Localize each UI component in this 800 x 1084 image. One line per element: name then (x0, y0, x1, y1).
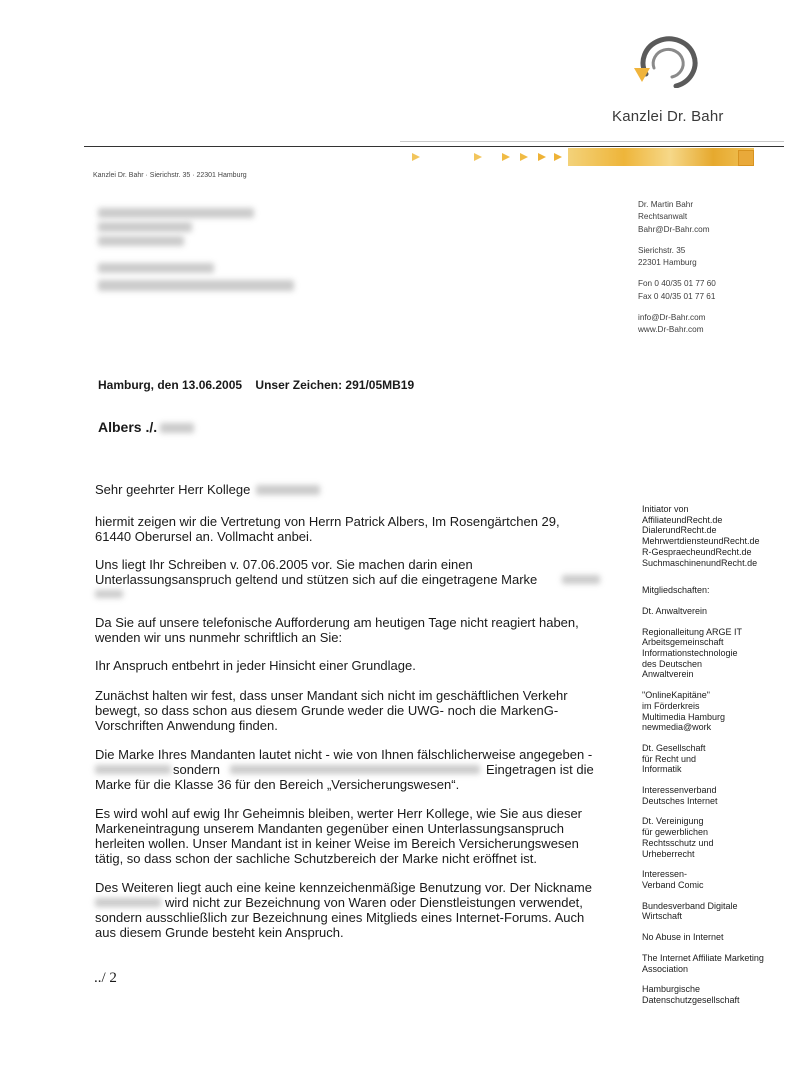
sidebar-organisations (642, 504, 782, 1016)
sidebar-org: The Internet Affiliate Marketing Association (642, 952, 764, 974)
contact-info-email: info@Dr-Bahr.com (638, 313, 706, 323)
paragraph-phone-line: wenden wir uns nunmehr schriftlich an Sie: (95, 630, 343, 645)
redacted-trademark (230, 765, 480, 774)
redacted-nickname (95, 898, 161, 907)
sidebar-org: Hamburgische Datenschutzgesellschaft (642, 984, 740, 1005)
contact-block (638, 199, 716, 337)
page-number: ../ 2 (94, 970, 117, 986)
sidebar-org: Bundesverband Digitale Wirtschaft (642, 900, 738, 922)
paragraph-trademark-word: sondern (173, 762, 220, 777)
paragraph-mandate-line: 61440 Oberursel an. Vollmacht anbei. (95, 529, 313, 544)
paragraph-phone-line: Da Sie auf unsere telefonische Aufforderung am heutigen Tage nicht reagiert haben, (95, 615, 579, 630)
arrow-decoration-icon (412, 148, 562, 166)
redacted-trademark (95, 590, 123, 598)
contact-title: Rechtsanwalt (638, 212, 688, 222)
banner-square-icon (738, 150, 754, 166)
paragraph-letter-line: Uns liegt Ihr Schreiben v. 07.06.2005 vor. Sie machen darin einen (95, 557, 473, 572)
paragraph-secret-line: Es wird wohl auf ewig Ihr Geheimnis bleiben, werter Herr Kollege, wie Sie aus dieser (95, 806, 582, 821)
firm-name: Kanzlei Dr. Bahr (612, 108, 724, 125)
sidebar-org: No Abuse in Internet (642, 932, 724, 943)
paragraph-commerce-line: Zunächst halten wir fest, dass unser Mandant sich nicht im geschäftlichen Verkehr (95, 688, 568, 703)
paragraph-secret-line: herleiten wollen. Unser Mandant ist in keiner Weise im Bereich Versicherungswesen (95, 836, 579, 851)
paragraph-claim: Ihr Anspruch entbehrt in jeder Hinsicht einer Grundlage. (95, 658, 416, 673)
paragraph-nickname-line: Des Weiteren liegt auch eine keine kennzeichenmäßige Benutzung vor. Der Nickname (95, 880, 592, 895)
contact-phone: Fon 0 40/35 01 77 60 (638, 279, 716, 289)
firm-logo-icon (632, 34, 698, 88)
redacted-address-line (98, 263, 214, 273)
redacted-name (256, 485, 320, 495)
date-reference-line: Hamburg, den 13.06.2005 Unser Zeichen: 291/05MB19 (98, 378, 415, 392)
header-banner (568, 148, 754, 166)
subject-line: Albers ./. (98, 419, 158, 435)
redacted-address-line (98, 280, 294, 291)
sidebar-org: "OnlineKapitäne" im Förderkreis Multimedia Hamburg newmedia@work (642, 690, 726, 733)
paragraph-trademark-word: Eingetragen ist die (486, 762, 594, 777)
salutation: Sehr geehrter Herr Kollege (95, 482, 251, 497)
sidebar-org: Dt. Gesellschaft für Recht und Informatik (642, 742, 706, 775)
redacted-name (160, 423, 194, 433)
paragraph-nickname-line: aus diesem Grunde besteht kein Anspruch. (95, 925, 344, 940)
contact-city: 22301 Hamburg (638, 258, 697, 268)
paragraph-nickname-line: wird nicht zur Bezeichnung von Waren oder Dienstleistungen verwendet, (165, 895, 583, 910)
paragraph-letter-line: Unterlassungsanspruch geltend und stützen sich auf die eingetragene Marke (95, 572, 538, 587)
contact-fax: Fax 0 40/35 01 77 61 (638, 291, 716, 301)
contact-email: Bahr@Dr-Bahr.com (638, 224, 710, 234)
paragraph-commerce-line: bewegt, so dass schon aus diesem Grunde weder die UWG- noch die MarkenG- (95, 703, 559, 718)
sidebar-org: Interessenverband Deutsches Internet (642, 785, 718, 806)
memberships-label: Mitgliedschaften: (642, 585, 710, 596)
paragraph-nickname-line: sondern ausschließlich zur Bezeichnung eines Mitglieds eines Internet-Forums. Auch (95, 910, 585, 925)
paragraph-secret-line: tätig, so dass schon der sachliche Schutzbereich der Marke nicht eröffnet ist. (95, 851, 537, 866)
paragraph-secret-line: Markeneintragung unserem Mandanten gegenüber einen Unterlassungsanspruch (95, 821, 565, 836)
paragraph-trademark-line: Die Marke Ihres Mandanten lautet nicht - wie von Ihnen fälschlicherweise angegeben - (95, 747, 593, 762)
redacted-address-line (98, 208, 254, 218)
header-thin-rule (400, 141, 784, 142)
contact-name: Dr. Martin Bahr (638, 200, 694, 209)
sidebar-initiator: Initiator von AffiliateundRecht.de DialerundRecht.de MehrwertdiensteundRecht.de R-GespraecheundRecht.de SuchmaschinenundRecht.de (642, 504, 760, 568)
sidebar-org: Dt. Anwaltverein (642, 605, 708, 616)
redacted-trademark (95, 765, 171, 774)
sender-line: Kanzlei Dr. Bahr · Sierichstr. 35 · 22301 Hamburg (93, 172, 247, 179)
contact-website: www.Dr-Bahr.com (638, 325, 704, 335)
header-rule (84, 146, 784, 147)
sidebar-org: Interessen- Verband Comic (642, 869, 704, 890)
paragraph-trademark-line: Marke für die Klasse 36 für den Bereich „Versicherungswesen“. (95, 777, 460, 792)
redacted-trademark (562, 575, 600, 584)
redacted-address-line (98, 236, 184, 246)
sidebar-org: Regionalleitung ARGE IT Arbeitsgemeinschaft Informationstechnologie des Deutschen Anwaltverein (642, 626, 743, 680)
paragraph-mandate-line: hiermit zeigen wir die Vertretung von Herrn Patrick Albers, Im Rosengärtchen 29, (95, 514, 560, 529)
redacted-address-line (98, 222, 192, 232)
contact-street: Sierichstr. 35 (638, 245, 686, 255)
paragraph-commerce-line: Vorschriften Anwendung finden. (95, 718, 278, 733)
sidebar-org: Dt. Vereinigung für gewerblichen Rechtsschutz und Urheberrecht (642, 816, 714, 859)
